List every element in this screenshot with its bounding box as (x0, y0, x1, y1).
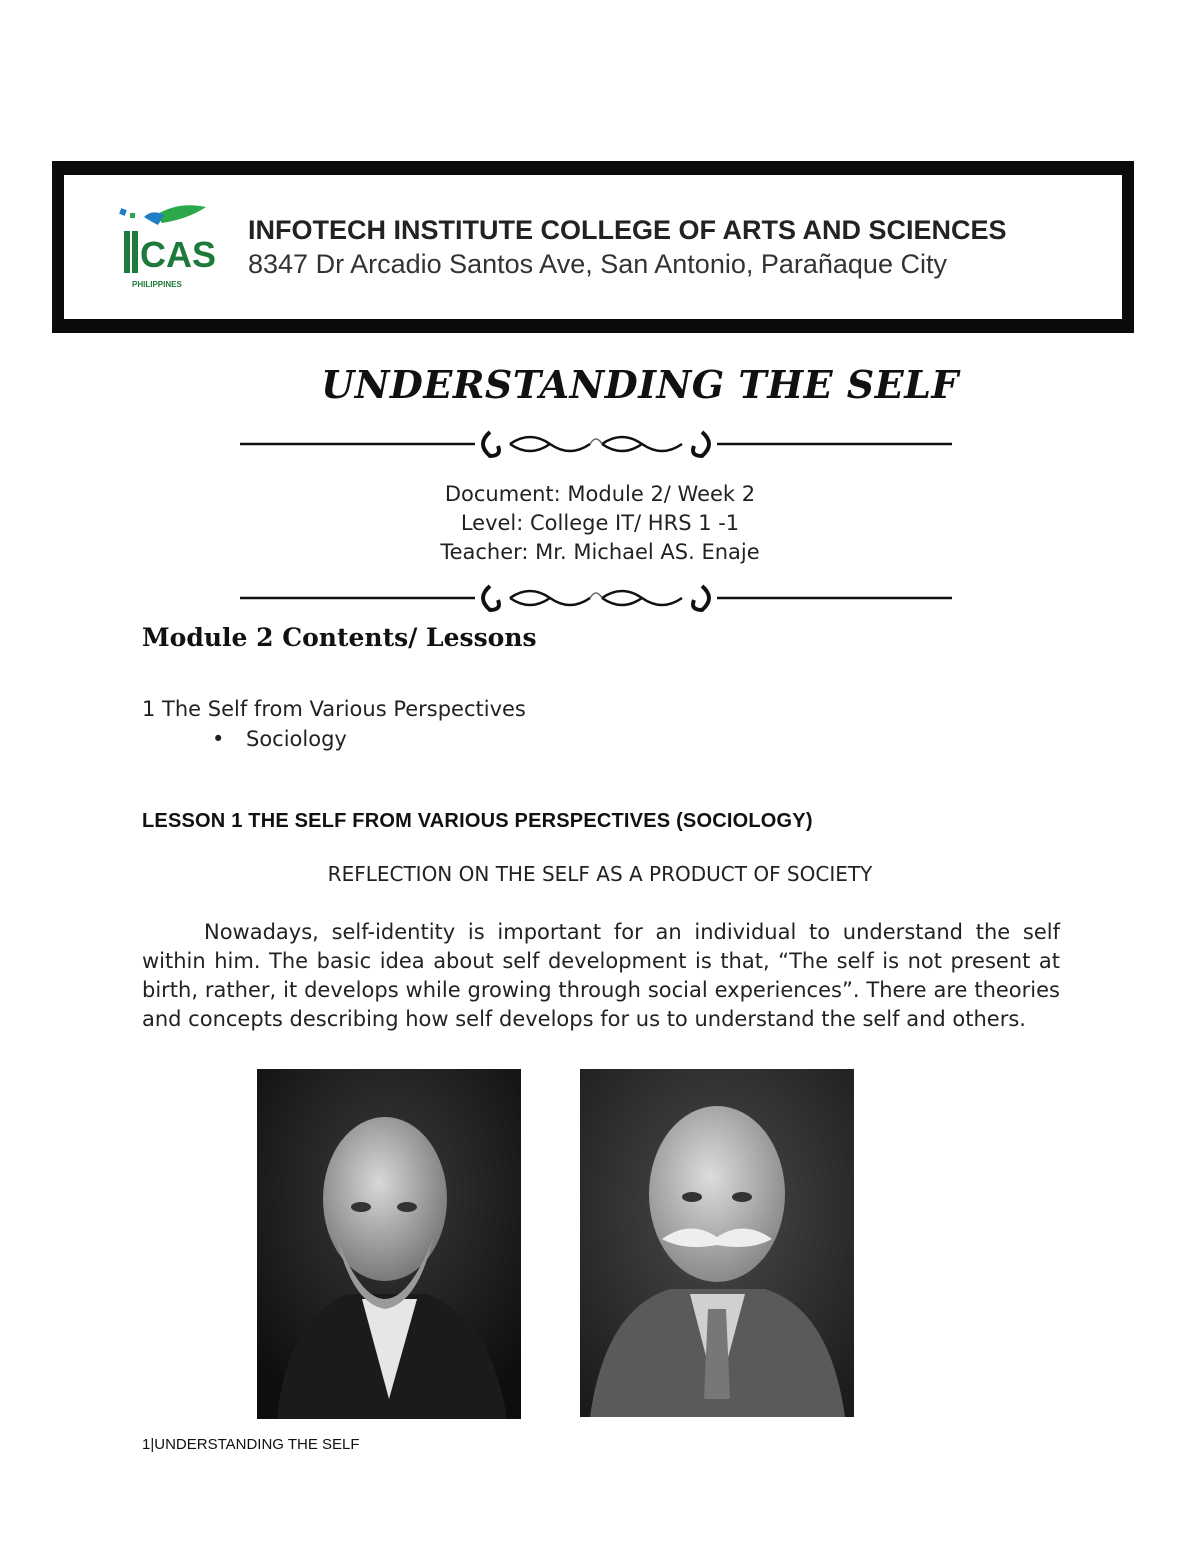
icas-logo (118, 201, 218, 293)
portrait-photo-left (257, 1069, 521, 1419)
logo-subtext: PHILIPPINES (132, 280, 182, 289)
toc-item: 1 The Self from Various Perspectives (142, 697, 526, 721)
lesson-paragraph: Nowadays, self-identity is important for an individual to understand the self within him. The basic idea about self development is that, “The self is not present at birth, rather, it develops while growing through social experiences”. There are theories and concepts describing how self develops for us to understand the self and others. (142, 920, 1060, 1031)
school-name: INFOTECH INSTITUTE COLLEGE OF ARTS AND SCIENCES (248, 215, 1007, 245)
logo-text: CAS (140, 234, 217, 275)
school-address: 8347 Dr Arcadio Santos Ave, San Antonio, Parañaque City (248, 249, 947, 279)
toc-sub-item-label: Sociology (246, 727, 347, 751)
ornamental-divider-top (240, 426, 952, 462)
institution-header (52, 161, 1134, 333)
contents-heading: Module 2 Contents/ Lessons (142, 623, 537, 652)
portrait-photo-right (580, 1069, 854, 1417)
ornamental-divider-bottom (240, 580, 952, 616)
meta-teacher: Teacher: Mr. Michael AS. Enaje (440, 540, 760, 564)
institution-header-inner (64, 175, 1122, 319)
document-title: UNDERSTANDING THE SELF (321, 362, 959, 407)
page-footer: 1|UNDERSTANDING THE SELF (142, 1436, 360, 1453)
lesson-subheading: REFLECTION ON THE SELF AS A PRODUCT OF SOCIETY (327, 862, 873, 886)
bullet-icon: • (212, 727, 225, 751)
meta-document: Document: Module 2/ Week 2 (444, 482, 756, 506)
meta-level: Level: College IT/ HRS 1 -1 (460, 511, 740, 535)
toc-sub-item (212, 727, 347, 751)
lesson-heading: LESSON 1 THE SELF FROM VARIOUS PERSPECTIVES (SOCIOLOGY) (142, 810, 813, 832)
